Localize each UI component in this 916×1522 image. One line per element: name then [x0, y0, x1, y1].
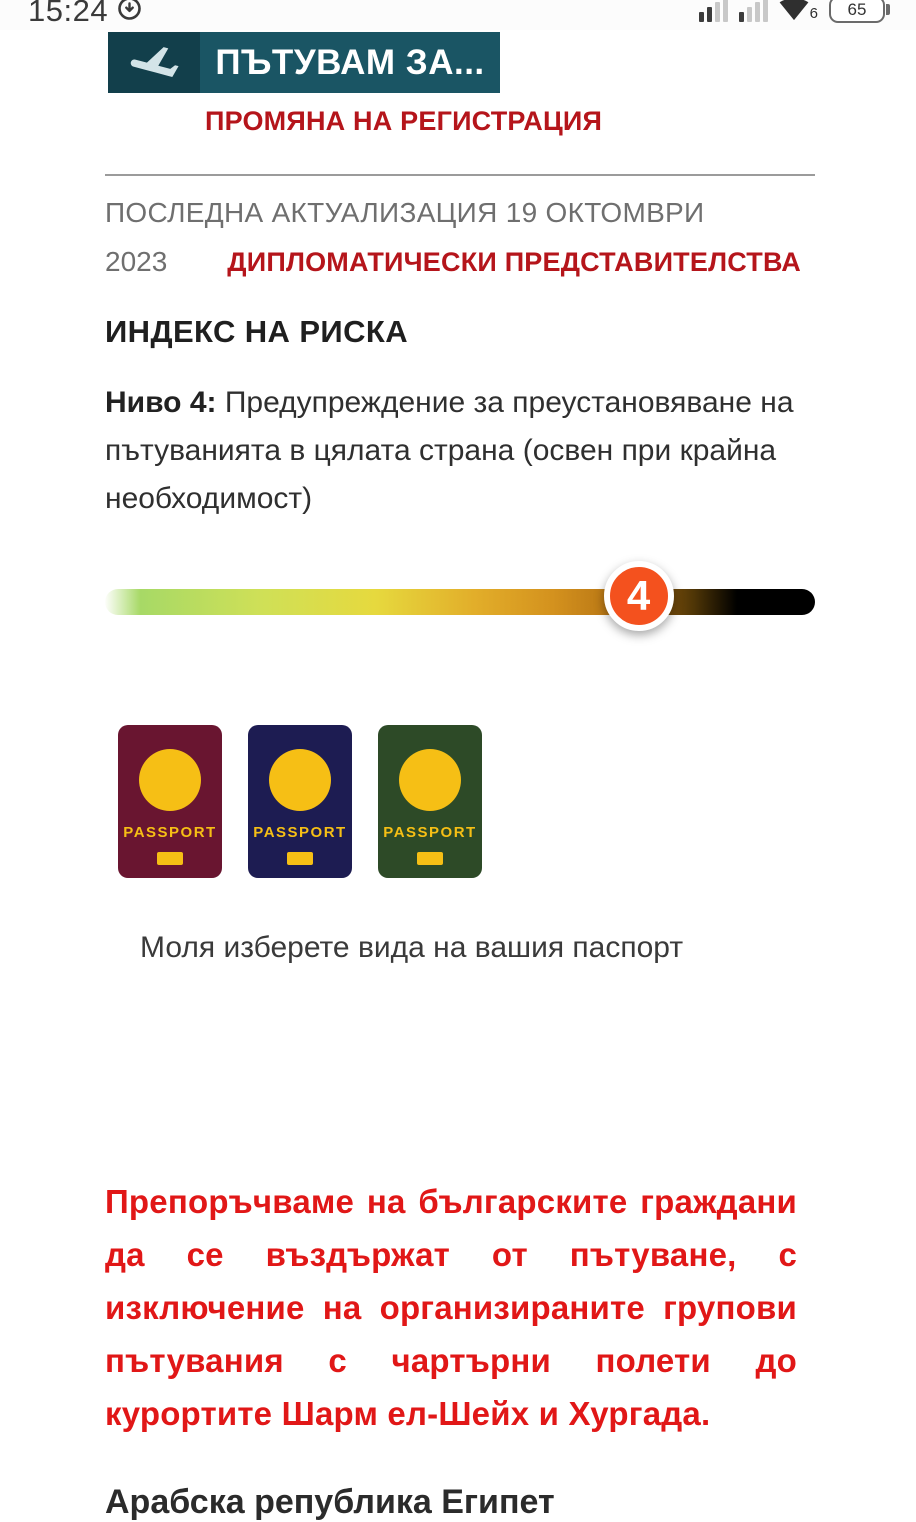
passport-emblem-circle — [269, 749, 331, 811]
last-update-year: 2023 — [105, 246, 168, 277]
risk-index-heading: ИНДЕКС НА РИСКА — [105, 314, 408, 349]
site-banner[interactable] — [108, 32, 500, 93]
passport-label: PASSPORT — [253, 824, 347, 841]
passport-strip — [287, 852, 313, 865]
battery-icon — [829, 0, 890, 23]
divider — [105, 174, 815, 176]
diplomatic-missions-link[interactable]: ДИПЛОМАТИЧЕСКИ ПРЕДСТАВИТЕЛСТВА — [227, 247, 801, 277]
battery-percent: 65 — [829, 0, 885, 23]
wifi-generation-label: 6 — [809, 5, 818, 22]
passport-label: PASSPORT — [383, 824, 477, 841]
passport-option-navy[interactable] — [248, 725, 352, 878]
status-bar — [0, 0, 916, 30]
passport-strip — [417, 852, 443, 865]
risk-level-label: Ниво 4: — [105, 386, 217, 419]
signal-sim1-icon — [699, 0, 728, 22]
passport-selector — [105, 725, 815, 878]
risk-marker — [604, 561, 674, 631]
signal-sim2-icon — [739, 0, 768, 22]
passport-label: PASSPORT — [123, 824, 217, 841]
passport-select-prompt: Моля изберете вида на вашия паспорт — [140, 931, 684, 964]
page-content — [105, 32, 815, 1522]
passport-emblem-circle — [139, 749, 201, 811]
clock: 15:24 — [28, 0, 109, 28]
wifi-icon — [779, 0, 818, 21]
risk-level-description: Ниво 4: Предупреждение за преустановяване на пътуванията в цялата страна (освен при крайна необходимост) — [105, 386, 794, 515]
passport-option-green[interactable] — [378, 725, 482, 878]
data-saver-icon — [116, 0, 143, 27]
site-title: ПЪТУВАМ ЗА... — [215, 42, 485, 82]
airplane-icon — [108, 32, 200, 93]
risk-marker-value: 4 — [626, 572, 651, 619]
change-registration-link[interactable]: ПРОМЯНА НА РЕГИСТРАЦИЯ — [205, 106, 603, 136]
country-name: Арабска република Египет — [105, 1483, 555, 1521]
passport-option-maroon[interactable] — [118, 725, 222, 878]
risk-scale-bar — [105, 572, 815, 619]
travel-advisory-text: Препоръчваме на българските граждани да се въздържат от пътуване, с изключение на организираните групови пътувания с чартърни полети до курортите Шарм ел-Шейх и Хургада. — [105, 1183, 797, 1432]
passport-strip — [157, 852, 183, 865]
last-update-text: ПОСЛЕДНА АКТУАЛИЗАЦИЯ 19 ОКТОМВРИ — [105, 197, 705, 228]
passport-emblem-circle — [399, 749, 461, 811]
